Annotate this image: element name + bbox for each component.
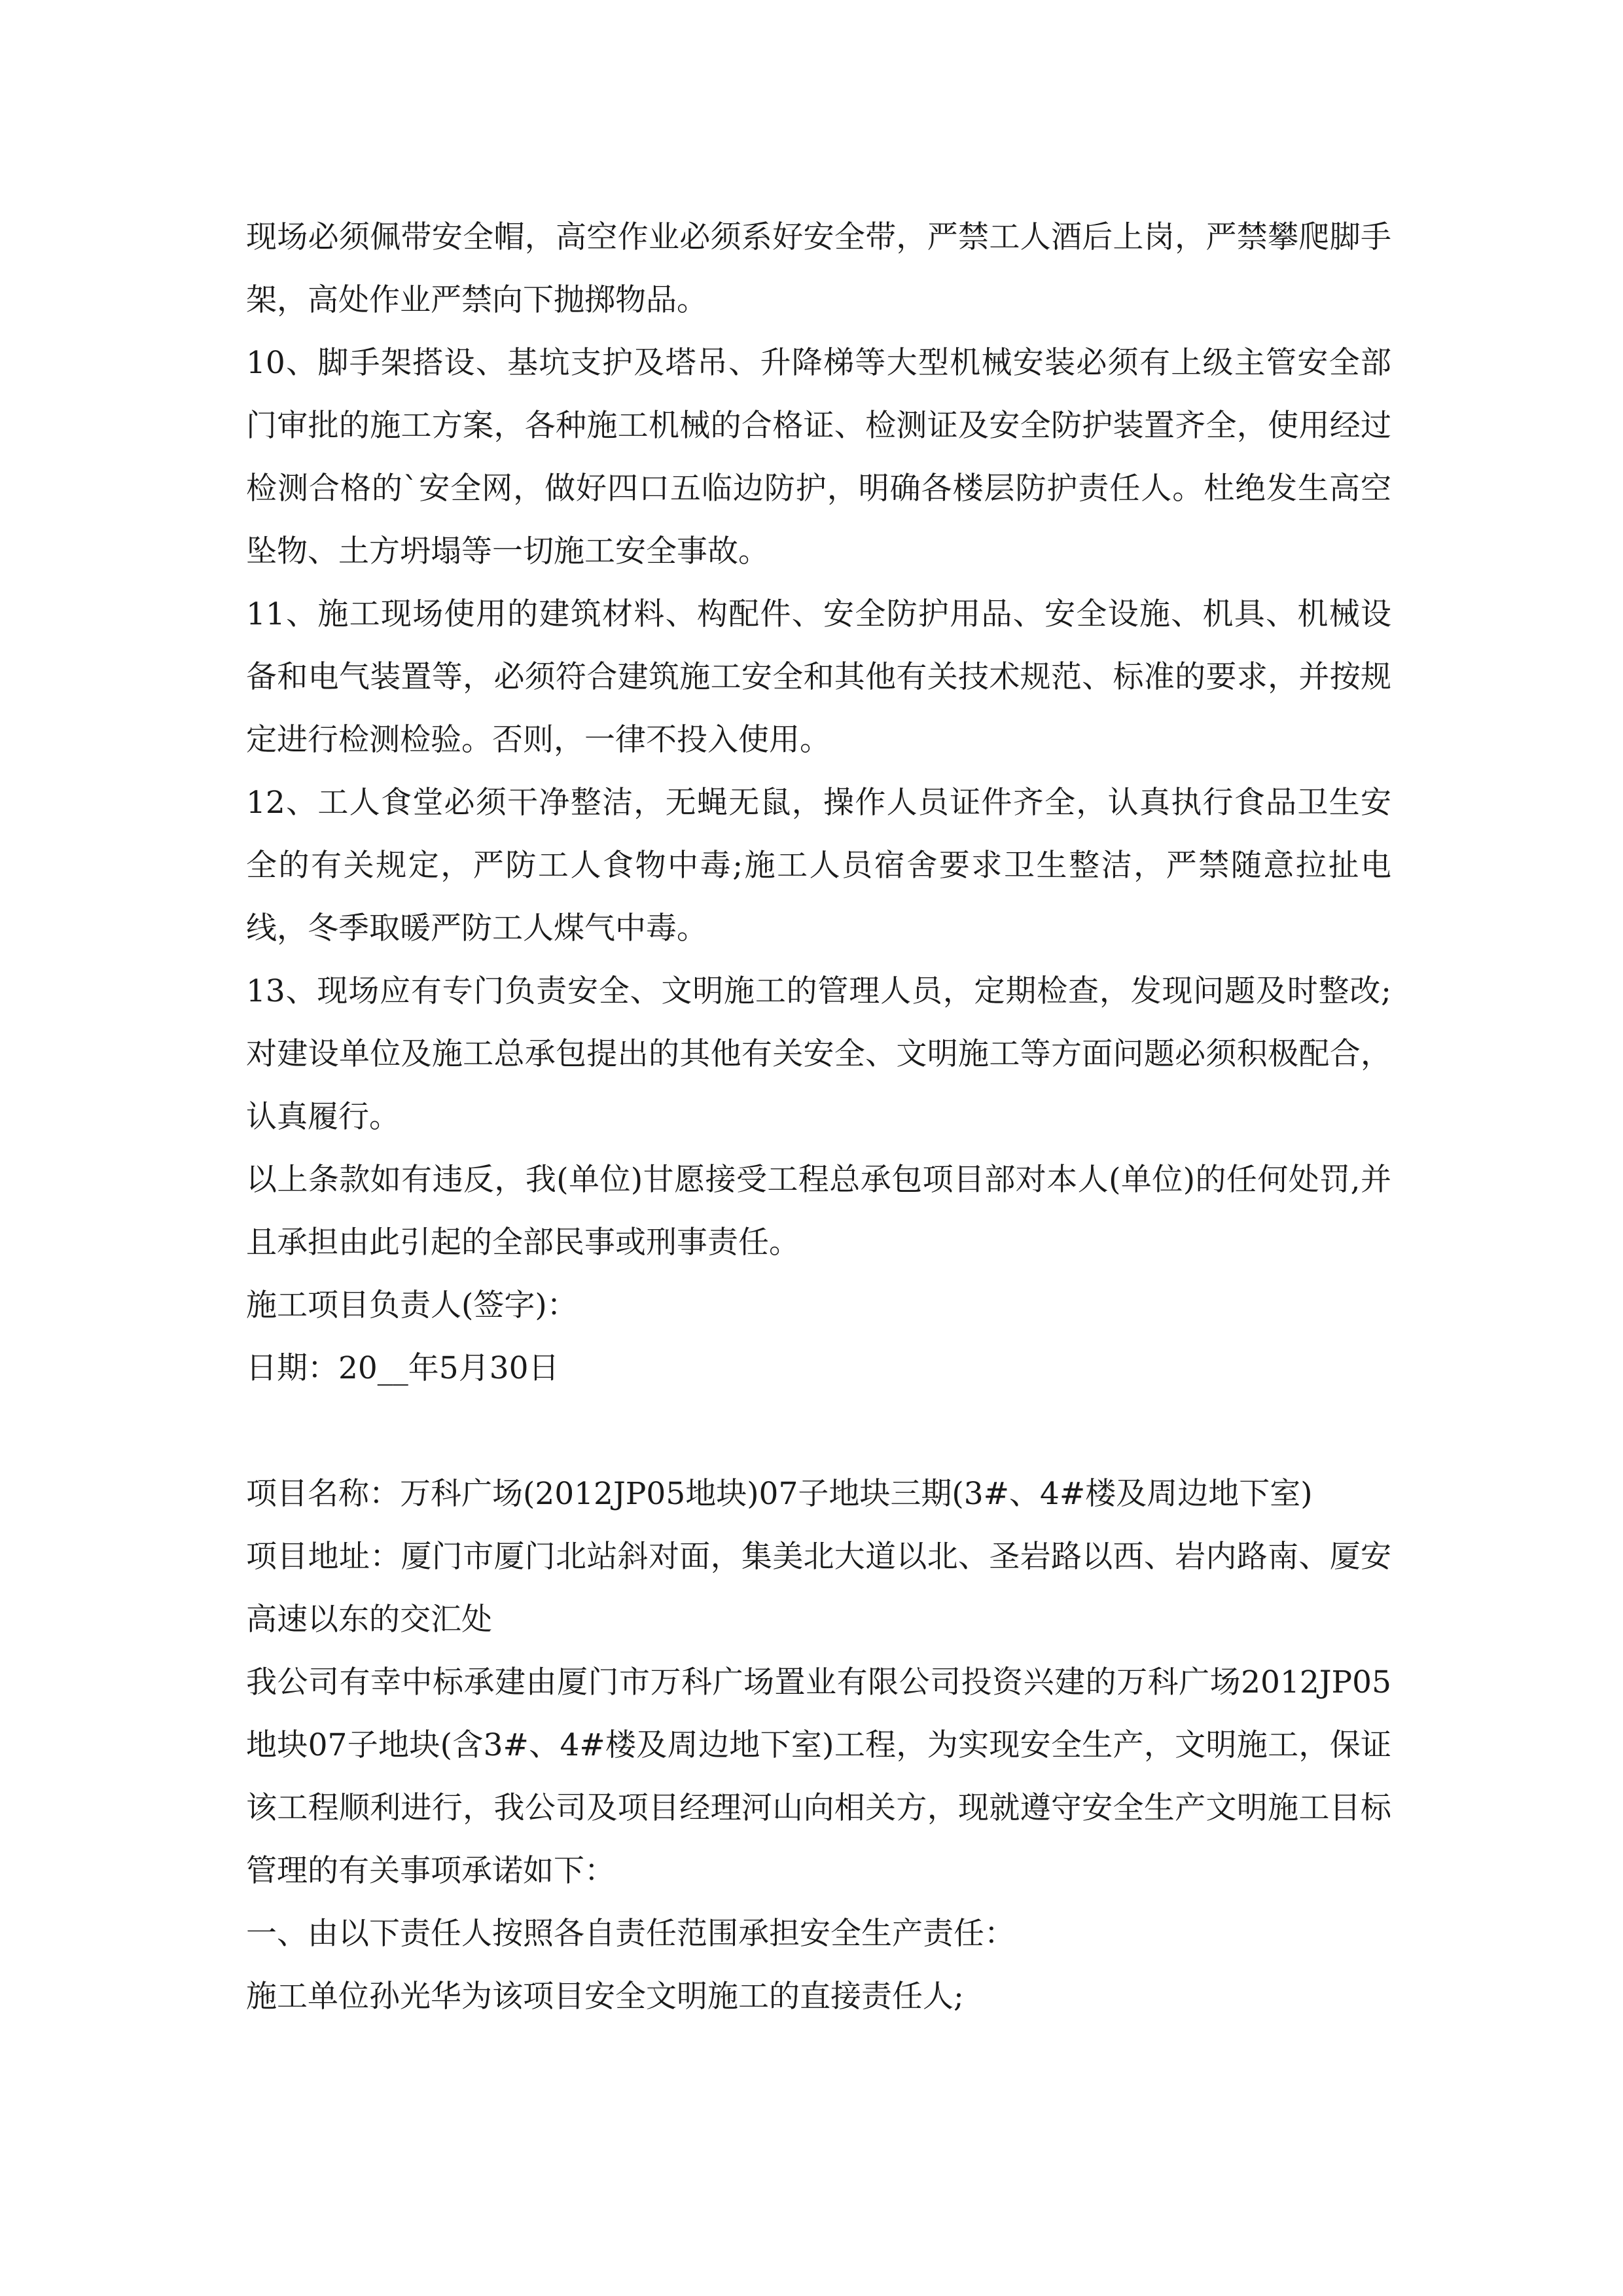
paragraph-item-11: 11、施工现场使用的建筑材料、构配件、安全防护用品、安全设施、机具、机械设备和电气装置等，必须符合建筑施工安全和其他有关技术规范、标准的要求，并按规定进行检测检验。否则，一律不投入使用。 [246,596,1391,758]
paragraph-item-12: 12、工人食堂必须干净整洁，无蝇无鼠，操作人员证件齐全，认真执行食品卫生安全的有关规定，严防工人食物中毒;施工人员宿舍要求卫生整洁，严禁随意拉扯电线，冬季取暖严防工人煤气中毒。 [246,785,1391,946]
section-gap [246,1400,1391,1463]
paragraph-safety-gear: 现场必须佩带安全帽，高空作业必须系好安全带，严禁工人酒后上岗，严禁攀爬脚手架，高处作业严禁向下抛掷物品。 [246,219,1391,318]
project-name: 项目名称：万科广场(2012JP05地块)07子地块三期(3#、4#楼及周边地下室) [246,1476,1313,1512]
paragraph-item-13: 13、现场应有专门负责安全、文明施工的管理人员，定期检查，发现问题及时整改;对建设单位及施工总承包提出的其他有关安全、文明施工等方面问题必须积极配合，认真履行。 [246,973,1391,1135]
signature-line: 施工项目负责人(签字)： [246,1287,578,1323]
section-heading-responsibility: 一、由以下责任人按照各自责任范围承担安全生产责任： [246,1916,1015,1952]
paragraph-liability: 以上条款如有违反，我(单位)甘愿接受工程总承包项目部对本人(单位)的任何处罚,并且承担由此引起的全部民事或刑事责任。 [246,1162,1391,1261]
date-line: 日期：20__年5月30日 [246,1350,560,1386]
paragraph-direct-responsible: 施工单位孙光华为该项目安全文明施工的直接责任人; [246,1979,964,2015]
project-address: 项目地址：厦门市厦门北站斜对面，集美北大道以北、圣岩路以西、岩内路南、厦安高速以东的交汇处 [246,1539,1391,1638]
paragraph-commitment: 我公司有幸中标承建由厦门市万科广场置业有限公司投资兴建的万科广场2012JP05地块07子地块(含3#、4#楼及周边地下室)工程，为实现安全生产，文明施工，保证该工程顺利进行，我公司及项目经理河山向相关方，现就遵守安全生产文明施工目标管理的有关事项承诺如下： [246,1664,1391,1889]
document-body [246,206,1391,2028]
paragraph-item-10: 10、脚手架搭设、基坑支护及塔吊、升降梯等大型机械安装必须有上级主管安全部门审批的施工方案，各种施工机械的合格证、检测证及安全防护装置齐全，使用经过检测合格的`安全网，做好四口五临边防护，明确各楼层防护责任人。杜绝发生高空坠物、土方坍塌等一切施工安全事故。 [246,345,1391,569]
